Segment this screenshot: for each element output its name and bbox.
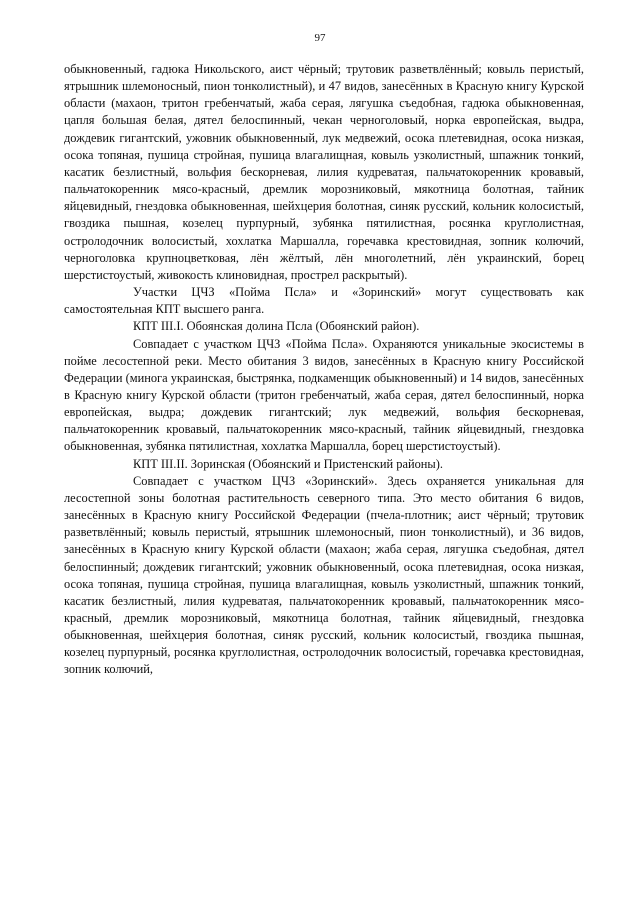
paragraph-kpt-3-1-heading: КПТ III.I. Обоянская долина Псла (Обоянский район). bbox=[133, 319, 420, 334]
page-body bbox=[64, 61, 584, 679]
paragraph-species-list-continued: обыкновенный, гадюка Никольского, аист чёрный; трутовик разветвлённый; ковыль перистый, ятрышник шлемоносный, пион тонколистный), и 47 видов, занесённых в Красную книгу Курской области (махаон, тритон гребенчатый, жаба серая, лягушка съедобная, гадюка обыкновенная, цапля большая белая, дятел белоспинный, чекан черноголовый, норка европейская, выдра, дождевик гигантский, ужовник обыкновенный, лук медвежий, осока плетевидная, осока низкая, осока топяная, пушица стройная, пушица влагалищная, ковыль узколистный, шпажник тонкий, касатик безлистный, вольфия бескорневая, лилия кудреватая, пальчатокоренник кровавый, пальчатокоренник мясо-красный, дремлик морозниковый, мякотница болотная, тайник яйцевидный, гнездовка обыкновенная, шейхцерия болотная, синяк русский, кольник колосистый, гвоздика пышная, козелец пурпурный, зубянка пятилистная, росянка круглолистная, остролодочник волосистый, хохлатка Маршалла, горечавка крестовидная, зопник колючий, черноголовка крупноцветковая, лён жёлтый, лён многолетний, лён украинский, борец шерстистоустый, живокость клиновидная, прострел раскрытый). bbox=[64, 62, 584, 282]
paragraph-kpt-3-1-description: Совпадает с участком ЦЧЗ «Пойма Псла». Охраняются уникальные экосистемы в пойме лесостепной реки. Место обитания 3 видов, занесённых в Красную книгу Российской Федерации (минога украинская, быстрянка, подкаменщик обыкновенный) и 14 видов, занесённых в Красную книгу Курской области (тритон гребенчатый, жаба серая, дятел белоспинный, норка европейская, выдра; дождевик гигантский; лук медвежий, вольфия бескорневая, пальчатокоренник кровавый, пальчатокоренник мясо-красный, тайник яйцевидный, гнездовка обыкновенная, зубянка пятилистная, хохлатка Маршалла, борец шерстистоустый). bbox=[64, 336, 584, 454]
paragraph-kpt-3-2-description: Совпадает с участком ЦЧЗ «Зоринский». Здесь охраняется уникальная для лесостепной зоны болотная растительность северного типа. Это место обитания 6 видов, занесённых в Красную книгу Российской Федерации (пчела-плотник; аист чёрный; трутовик разветвлённый; ковыль перистый, ятрышник шлемоносный, пион тонколистный), и 36 видов, занесённых в Красную книгу Курской области (махаон; жаба серая, лягушка съедобная, дятел белоспинный; дождевик гигантский; ужовник обыкновенный, осока плетевидная, осока низкая, осока топяная, пушица стройная, пушица влагалищная, ковыль узколистный, шпажник тонкий, касатик безлистный, лилия кудреватая, пальчатокоренник кровавый, пальчатокоренник мясо-красный, дремлик морозниковый, мякотница болотная, тайник яйцевидный, гнездовка обыкновенная, шейхцерия болотная, синяк русский, кольник колосистый, гвоздика пышная, козелец пурпурный, росянка круглолистная, остролодочник волосистый, горечавка крестовидная, зопник колючий, bbox=[64, 473, 584, 677]
page-number: 97 bbox=[314, 32, 326, 44]
paragraph-cchz-sites-note: Участки ЦЧЗ «Пойма Псла» и «Зоринский» могут существовать как самостоятельная КПТ высшего ранга. bbox=[64, 285, 584, 317]
paragraph-kpt-3-2-heading: КПТ III.II. Зоринская (Обоянский и Пристенский районы). bbox=[133, 456, 443, 471]
